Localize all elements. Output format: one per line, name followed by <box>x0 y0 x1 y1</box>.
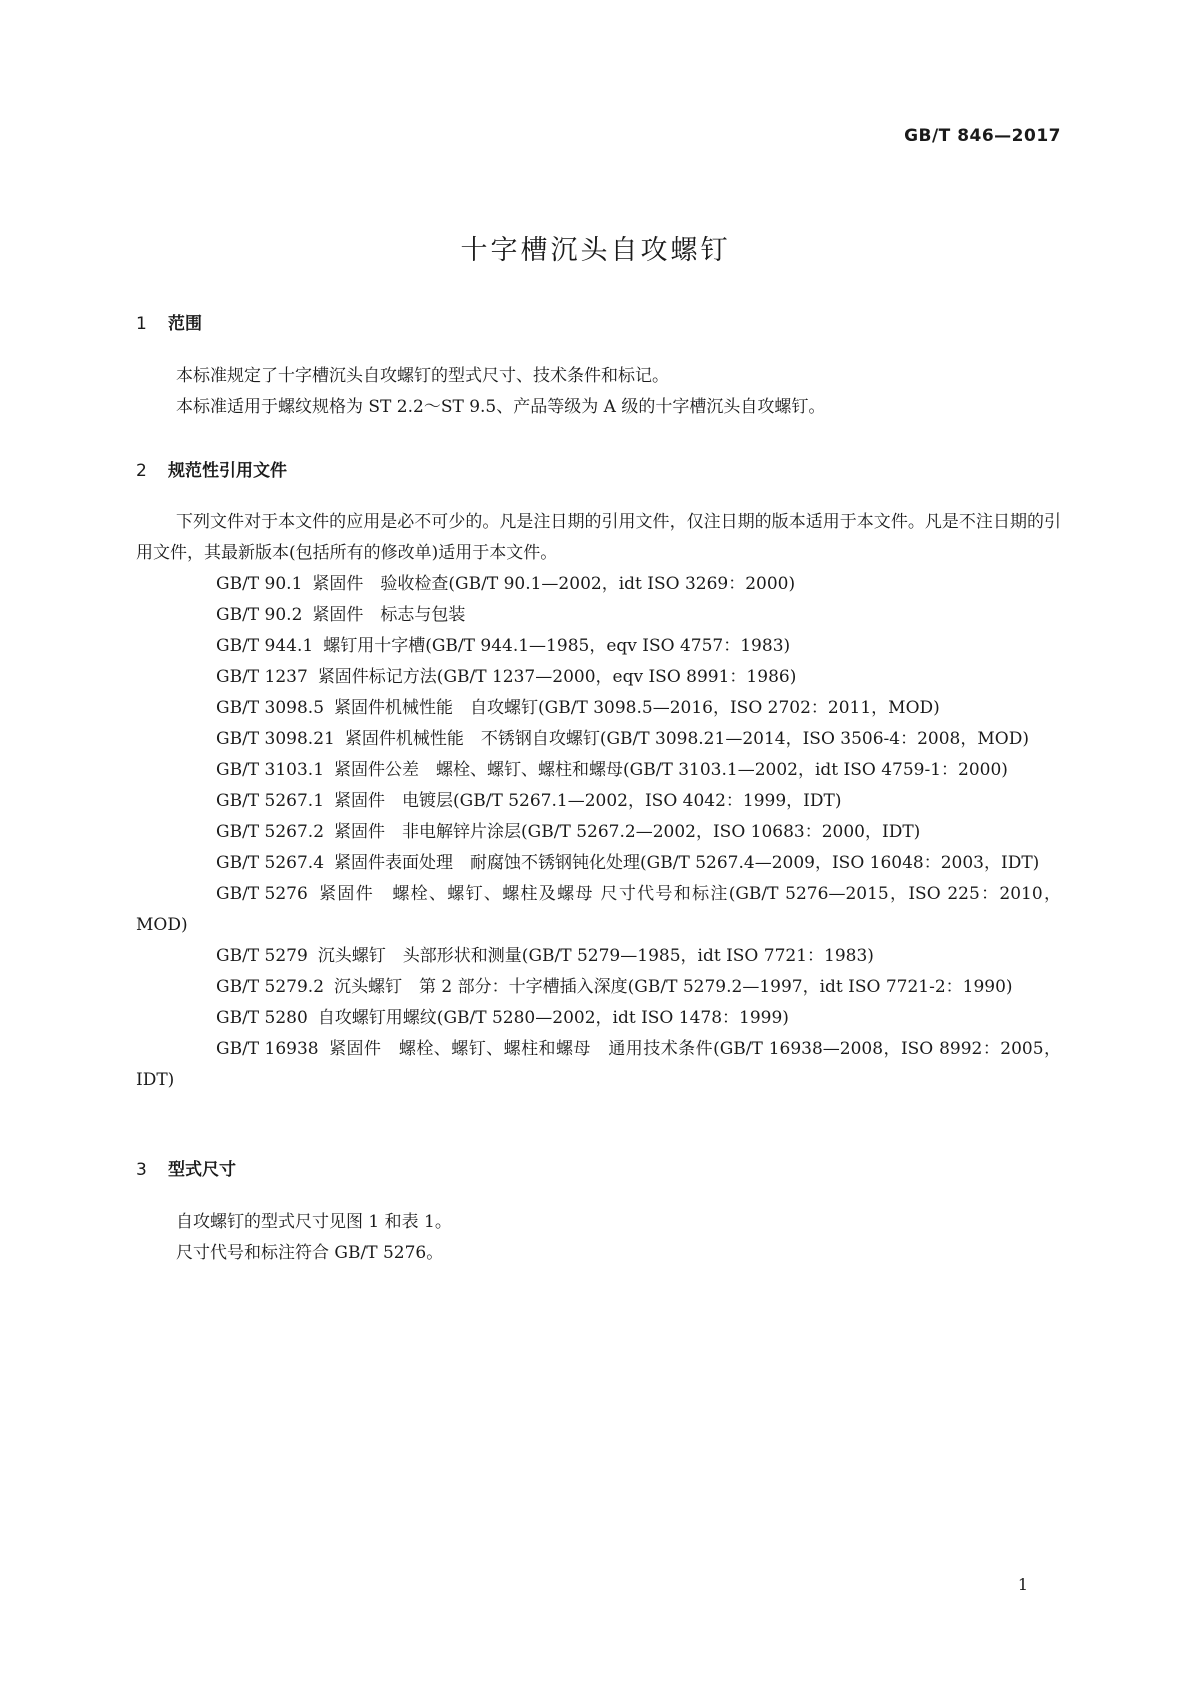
section-number: 1 <box>136 314 147 334</box>
reference-title: 自攻螺钉用螺纹(GB/T 5280—2002，idt ISO 1478：1999) <box>317 1008 789 1028</box>
dimensions-body <box>136 1207 1061 1269</box>
reference-title: 紧固件标记方法(GB/T 1237—2000，eqv ISO 8991：1986) <box>317 667 797 687</box>
section-title: 范围 <box>168 314 202 334</box>
reference-item <box>136 1034 1061 1096</box>
page-number: 1 <box>1017 1575 1028 1594</box>
reference-title: 紧固件 电镀层(GB/T 5267.1—2002，ISO 4042：1999，IDT) <box>334 791 842 811</box>
reference-title: 紧固件公差 螺栓、螺钉、螺柱和螺母(GB/T 3103.1—2002，idt ISO 4759-1：2000) <box>334 760 1008 780</box>
reference-title: 紧固件机械性能 不锈钢自攻螺钉(GB/T 3098.21—2014，ISO 3506-4：2008，MOD) <box>344 729 1029 749</box>
reference-list <box>136 569 1061 1096</box>
reference-item <box>136 817 1061 848</box>
reference-item <box>136 941 1061 972</box>
reference-item <box>136 631 1061 662</box>
section-number: 2 <box>136 461 147 481</box>
reference-item <box>136 848 1061 879</box>
reference-item <box>136 662 1061 693</box>
references-intro: 下列文件对于本文件的应用是必不可少的。凡是注日期的引用文件，仅注日期的版本适用于本文件。凡是不注日期的引用文件，其最新版本(包括所有的修改单)适用于本文件。 <box>136 512 1061 563</box>
reference-code: GB/T 3098.5 <box>216 698 325 718</box>
reference-title: 沉头螺钉 头部形状和测量(GB/T 5279—1985，idt ISO 7721：1983) <box>317 946 874 966</box>
reference-title: 紧固件 验收检查(GB/T 90.1—2002，idt ISO 3269：2000) <box>312 574 796 594</box>
reference-title: 紧固件 螺栓、螺钉、螺柱和螺母 通用技术条件(GB/T 16938—2008，ISO 8992：2005，IDT) <box>136 1039 1061 1090</box>
paragraph: 本标准适用于螺纹规格为 ST 2.2～ST 9.5、产品等级为 A 级的十字槽沉头自攻螺钉。 <box>176 397 826 417</box>
reference-code: GB/T 90.2 <box>216 605 303 625</box>
reference-title: 紧固件 非电解锌片涂层(GB/T 5267.2—2002，ISO 10683：2000，IDT) <box>334 822 921 842</box>
section-title: 型式尺寸 <box>168 1160 236 1180</box>
reference-code: GB/T 1237 <box>216 667 308 687</box>
section-heading-normative-references <box>136 456 287 481</box>
scope-body <box>136 361 1061 423</box>
reference-item <box>136 972 1061 1003</box>
reference-code: GB/T 5280 <box>216 1008 308 1028</box>
reference-code: GB/T 5267.1 <box>216 791 325 811</box>
paragraph: 本标准规定了十字槽沉头自攻螺钉的型式尺寸、技术条件和标记。 <box>176 366 669 386</box>
reference-code: GB/T 5276 <box>216 884 308 904</box>
paragraph: 尺寸代号和标注符合 GB/T 5276。 <box>176 1243 444 1263</box>
reference-code: GB/T 3098.21 <box>216 729 335 749</box>
reference-title: 紧固件机械性能 自攻螺钉(GB/T 3098.5—2016，ISO 2702：2011，MOD) <box>334 698 940 718</box>
standard-code: GB/T 846—2017 <box>904 126 1061 146</box>
reference-title: 紧固件 标志与包装 <box>312 605 466 625</box>
reference-title: 沉头螺钉 第 2 部分：十字槽插入深度(GB/T 5279.2—1997，idt ISO 7721-2：1990) <box>334 977 1013 997</box>
reference-code: GB/T 3103.1 <box>216 760 325 780</box>
section-heading-dimensions <box>136 1155 236 1180</box>
reference-title: 螺钉用十字槽(GB/T 944.1—1985，eqv ISO 4757：1983) <box>323 636 791 656</box>
reference-title: 紧固件表面处理 耐腐蚀不锈钢钝化处理(GB/T 5267.4—2009，ISO 16048：2003，IDT) <box>334 853 1040 873</box>
reference-item <box>136 600 1061 631</box>
reference-item <box>136 755 1061 786</box>
reference-code: GB/T 90.1 <box>216 574 303 594</box>
reference-code: GB/T 5279.2 <box>216 977 325 997</box>
reference-item <box>136 879 1061 941</box>
document-title: 十字槽沉头自攻螺钉 <box>460 235 731 266</box>
reference-item <box>136 693 1061 724</box>
reference-item <box>136 569 1061 600</box>
section-title: 规范性引用文件 <box>168 461 287 481</box>
reference-code: GB/T 5279 <box>216 946 308 966</box>
reference-title: 紧固件 螺栓、螺钉、螺柱及螺母 尺寸代号和标注(GB/T 5276—2015，ISO 225：2010，MOD) <box>136 884 1061 935</box>
reference-code: GB/T 16938 <box>216 1039 319 1059</box>
reference-code: GB/T 944.1 <box>216 636 314 656</box>
reference-item <box>136 724 1061 755</box>
references-body <box>136 507 1061 1096</box>
reference-item <box>136 786 1061 817</box>
section-heading-scope <box>136 309 202 334</box>
section-number: 3 <box>136 1160 147 1180</box>
reference-code: GB/T 5267.4 <box>216 853 325 873</box>
reference-code: GB/T 5267.2 <box>216 822 325 842</box>
paragraph: 自攻螺钉的型式尺寸见图 1 和表 1。 <box>176 1212 452 1232</box>
reference-item <box>136 1003 1061 1034</box>
